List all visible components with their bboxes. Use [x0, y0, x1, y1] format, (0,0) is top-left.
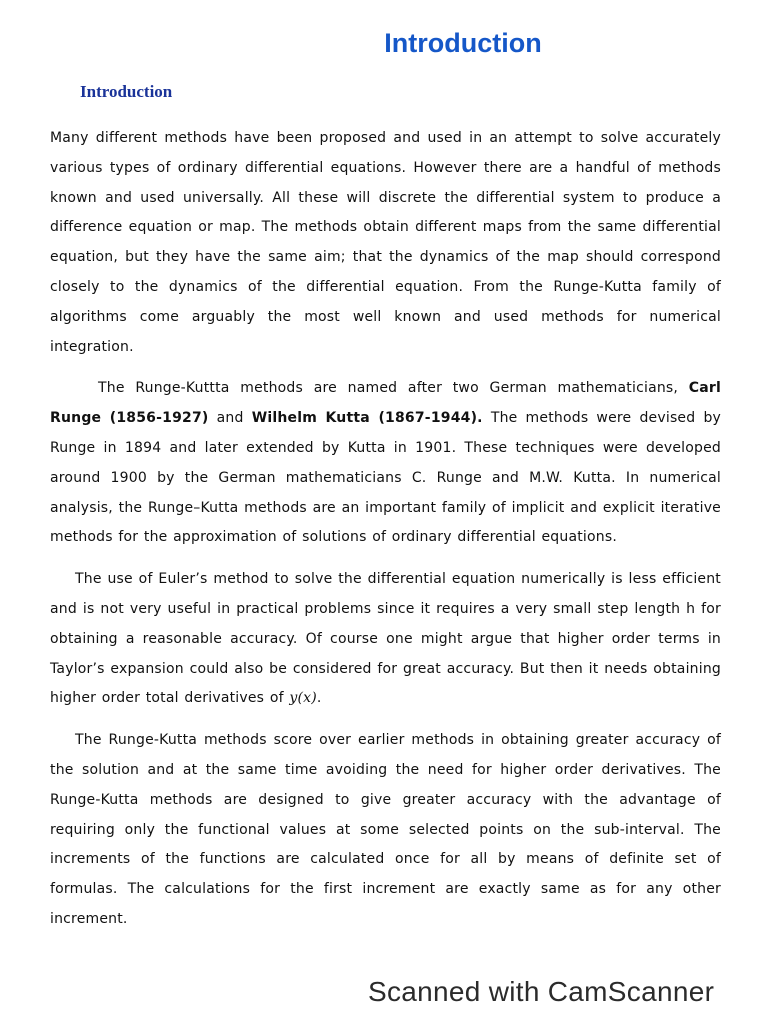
- paragraph-2-text-1: The Runge-Kuttta methods are named after two German mathematicians,: [98, 380, 689, 397]
- paragraph-3-end: .: [316, 690, 322, 707]
- paragraph-4: The Runge-Kutta methods score over earlier methods in obtaining greater accuracy of the solution and at the same time avoiding the need for higher order derivatives. The Runge-Kutta methods are designed to give greater accuracy with the advantage of requiring only the functional values at some selected points on the sub-interval. The increments of the functions are calculated once for all by means of definite set of formulas. The calculations for the first increment are exactly same as for any other increment.: [50, 732, 721, 927]
- math-y-of-x: y(x): [289, 690, 317, 707]
- section-heading: Introduction: [80, 82, 173, 101]
- paragraph-2-text-2: and: [208, 410, 252, 427]
- paragraph-3-text: The use of Euler’s method to solve the differential equation numerically is less efficient and is not very useful in practical problems since it requires a very small step length h for obtaining a reasonable accuracy. Of course one might argue that higher order terms in Taylor’s expansion could also be considered for great accuracy. But then it needs obtaining higher order total derivatives of: [50, 571, 721, 707]
- paragraph-1: Many different methods have been proposed and used in an attempt to solve accurately various types of ordinary differential equations. However there are a handful of methods known and used universally. All these will discrete the differential system to produce a difference equation or map. The methods obtain different maps from the same differential equation, but they have the same aim; that the dynamics of the map should correspond closely to the dynamics of the differential equation. From the Runge-Kutta family of algorithms come arguably the most well known and used methods for numerical integration.: [50, 130, 721, 355]
- paragraph-2-text-3: The methods were devised by Runge in 1894 and later extended by Kutta in 1901. These techniques were developed around 1900 by the German mathematicians C. Runge and M.W. Kutta. In numerical analysis, the Runge–Kutta methods are an important family of implicit and explicit iterative methods for the approximation of solutions of ordinary differential equations.: [50, 410, 722, 546]
- page-title: Introduction: [384, 28, 542, 58]
- wilhelm-kutta-name: Wilhelm Kutta (1867-1944).: [251, 410, 483, 427]
- camscanner-watermark: Scanned with CamScanner: [368, 976, 715, 1007]
- body-text: [50, 124, 721, 947]
- paragraph-3: [50, 565, 721, 714]
- paragraph-2: [50, 374, 721, 553]
- carl-runge-name: Carl Runge (1856-1927): [50, 380, 721, 427]
